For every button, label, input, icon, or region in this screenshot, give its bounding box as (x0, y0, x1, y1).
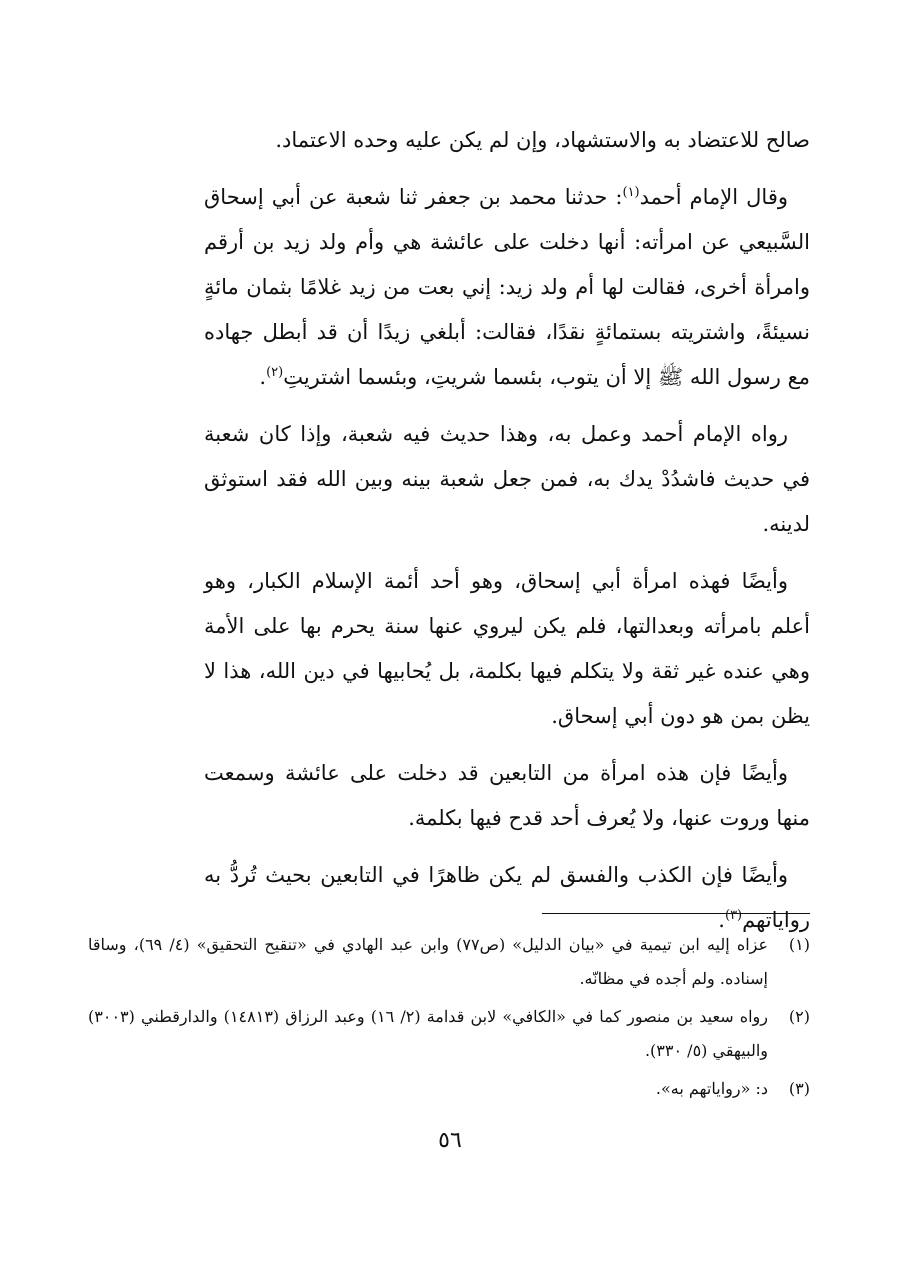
paragraph-2: وقال الإمام أحمد$^{(١)}$: حدثنا محمد بن جعفر ثنا شعبة عن أبي إسحاق السَّبيعي عن امرأته: أنها دخلت على عائشة هي وأم ولد زيد بن أرقم وامرأة أخرى، فقالت لها أم ولد زيد: إني بعت من زيد غلامًا بثمان مائةٍ نسيئةً، واشتريته بستمائةٍ نقدًا، فقالت: أبلغي زيدًا أن قد أبطل جهاده مع رسول الله ﷺ إلا أن يتوب، بئسما شريتِ، وبئسما اشتريتِ$^{(٢)}$. (204, 185, 810, 389)
footnote-ref-3: (٣) (724, 908, 743, 923)
footnote-ref-1: (١) (622, 185, 640, 200)
paragraph-6: وأيضًا فإن الكذب والفسق لم يكن ظاهرًا في التابعين بحيث تُردُّ به رواياتهم$^{(٣)}$. (204, 863, 810, 932)
footnote-3 (88, 1072, 810, 1106)
footnote-text: د: «رواياتهم به». (655, 1079, 768, 1098)
footnote-separator (542, 913, 810, 914)
footnote-text: عزاه إليه ابن تيمية في «بيان الدليل» (ص٧٧) وابن عبد الهادي في «تنقيح التحقيق» (٤/ ٦٩)، وساقا إسناده. ولم أجده في مظانّه. (88, 935, 769, 988)
page-number: ٥٦ (438, 1128, 462, 1153)
paragraph-4 (204, 559, 810, 739)
paragraph-5-text: وأيضًا فإن هذه امرأة من التابعين قد دخلت على عائشة وسمعت منها وروت عنها، ولا يُعرف أحد قدح فيها بكلمة. (204, 761, 810, 830)
footnote-text: رواه سعيد بن منصور كما في «الكافي» لابن قدامة (٢/ ١٦) وعبد الرزاق (١٤٨١٣) والدارقطني (٣٠٠٣) والبيهقي (٥/ ٣٣٠). (88, 1007, 769, 1060)
paragraph-1 (204, 118, 810, 163)
footnote-1 (88, 928, 810, 996)
paragraph-4-text: وأيضًا فهذه امرأة أبي إسحاق، وهو أحد أئمة الإسلام الكبار، وهو أعلم بامرأته وبعدالتها، فلم يكن ليروي عنها سنة يحرم بها على الأمة وهي عنده غير ثقة ولا يتكلم فيها بكلمة، بل يُحابيها في دين الله، هذا لا يظن بمن هو دون أبي إسحاق. (204, 569, 810, 728)
footnotes (88, 928, 810, 1110)
paragraph-3 (204, 412, 810, 547)
paragraph-2-text-start: وقال الإمام أحمد (639, 185, 788, 209)
footnote-number: (٣) (788, 1079, 810, 1098)
paragraph-1-text: صالح للاعتضاد به والاستشهاد، وإن لم يكن عليه وحده الاعتماد. (275, 128, 810, 152)
paragraph-5 (204, 751, 810, 841)
footnote-2 (88, 1000, 810, 1068)
main-text (204, 118, 810, 955)
paragraph-2-text-rest: : حدثنا محمد بن جعفر ثنا شعبة عن أبي إسحاق السَّبيعي عن امرأته: أنها دخلت على عائشة هي وأم ولد زيد بن أرقم وامرأة أخرى، فقالت لها أم ولد زيد: إني بعت من زيد غلامًا بثمان مائةٍ نسيئةً، واشتريته بستمائةٍ نقدًا، فقالت: أبلغي زيدًا أن قد أبطل جهاده مع رسول الله ﷺ إلا أن يتوب، بئسما شريتِ، وبئسما اشتريتِ (204, 185, 810, 389)
footnote-number: (٢) (788, 1007, 810, 1026)
footnote-ref-2: (٢) (266, 365, 284, 380)
paragraph-3-text: رواه الإمام أحمد وعمل به، وهذا حديث فيه شعبة، وإذا كان شعبة في حديث فاشدُدْ يدك به، فمن جعل شعبة بينه وبين الله فقد استوثق لدينه. (204, 422, 810, 536)
paragraph-6-text: وأيضًا فإن الكذب والفسق لم يكن ظاهرًا في التابعين بحيث تُردُّ به رواياتهم (204, 863, 810, 932)
footnote-number: (١) (788, 935, 810, 954)
